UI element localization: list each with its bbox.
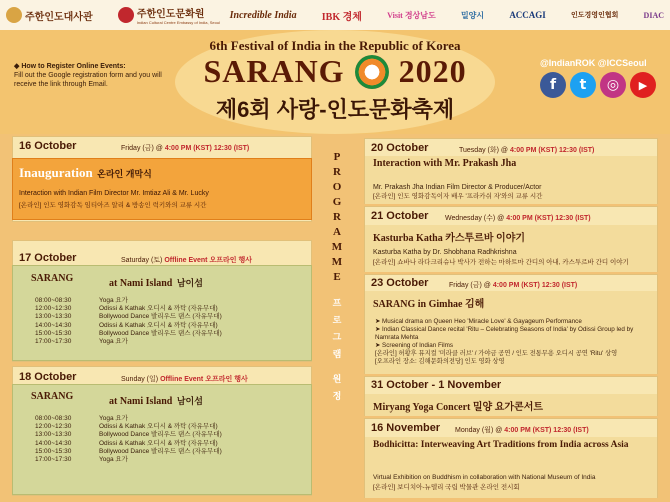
incredible-india-logo: Incredible India <box>229 9 297 21</box>
schedule-row: 15:00~15:30 Bollywood Dance 발리우드 댄스 (자유무대) <box>35 447 222 455</box>
schedule-row: 13:00~13:30 Bollywood Dance 발리우드 댄스 (자유무대) <box>35 431 222 439</box>
event-time: Wednesday (수) @ 4:00 PM (KST) 12:30 (IST) <box>445 215 591 222</box>
event-desc: Kasturba Katha by Dr. Shobhana Radhkrishna <box>373 249 517 256</box>
event-date: 20 October <box>371 142 429 154</box>
event-oct21 <box>364 206 658 272</box>
sponsor-logo-diac: DIAC <box>643 10 664 20</box>
social-icons <box>540 72 665 98</box>
event-oct23 <box>364 274 658 374</box>
event-oct16-box <box>12 158 312 220</box>
korean-title: 제6회 사랑-인도문화축제 <box>215 97 455 122</box>
logo-bar <box>0 0 670 30</box>
event-title: SARANG in Gimhae 김해 <box>373 299 485 310</box>
festival-subtitle: 6th Festival of India in the Republic of Korea <box>209 38 461 53</box>
registration-body: Fill out the Google registration form and you will receive the link through Email. <box>14 72 162 88</box>
list-item: ➤ Musical drama on Queen Heo 'Miracle Love' & Gayageum Performance <box>375 318 582 325</box>
event-desc-kr: [오프라인 장소: 김해문화의전당] 인도 영화 상영 <box>375 358 505 365</box>
event-body <box>365 437 657 498</box>
sponsor-logo-association: 인도경영인협회 <box>571 11 619 19</box>
sponsor-logo-gyeongnam: Visit 경상남도 <box>387 10 436 20</box>
schedule-row: 17:00~17:30 Yoga 요가 <box>35 456 128 464</box>
event-date: 17 October <box>19 252 77 264</box>
icc-logo: 주한인도문화원 Indian Cultural Centre Embassy of India, Seoul <box>118 5 205 25</box>
event-desc-kr: [온라인] 인도 영화감독 임티아즈 알리 & 방송인 럭키와의 교류 시간 <box>19 202 207 209</box>
instagram-icon[interactable]: ◎ <box>600 72 626 98</box>
event-desc-kr: [온라인] 인도 영화감독이자 배우 '프라카쉬 자'와의 교류 시간 <box>373 193 543 200</box>
sarang-emblem-icon <box>355 55 389 89</box>
event-time: Monday (월) @ 4:00 PM (KST) 12:30 (IST) <box>455 427 589 434</box>
schedule-row: 17:00~17:30 Yoga 요가 <box>35 338 128 346</box>
event-date: 23 October <box>371 277 429 289</box>
schedule-row: 12:00~12:30 Odissi & Kathak 오디시 & 까탁 (자유무대) <box>35 305 218 313</box>
event-title: SARANG <box>31 273 74 284</box>
sponsor-logo-accagi: ACCAGI <box>509 10 546 20</box>
schedule-row: 08:00~08:30 Yoga 요가 <box>35 297 128 304</box>
list-item: ➤ Screening of Indian Films <box>375 342 454 349</box>
programme-column: P R O G R A M M E 프 로 그 램 원 정 <box>331 151 343 401</box>
event-desc: Virtual Exhibition on Buddhism in collaboration with National Museum of India <box>373 474 596 481</box>
event-title: Inauguration 온라인 개막식 <box>19 165 152 180</box>
youtube-icon[interactable]: ▶ <box>630 72 656 98</box>
event-time: Tuesday (화) @ 4:00 PM (KST) 12:30 (IST) <box>459 147 595 154</box>
event-desc-kr: [온라인] 쇼바나 라다크리슈나 박사가 전하는 마하트마 간디의 아내, 카스투르바 간디 이야기 <box>373 259 629 266</box>
event-date: 16 November <box>371 422 441 434</box>
schedule-row: 14:00~14:30 Odissi & Kathak 오디시 & 까탁 (자유무대) <box>35 439 218 447</box>
event-date: 18 October <box>19 371 77 383</box>
event-title: Miryang Yoga Concert 밀양 요가콘서트 <box>373 402 544 413</box>
event-items <box>375 318 653 366</box>
event-oct18-box <box>12 384 312 495</box>
handle-indianrok[interactable]: @IndianROK <box>540 58 596 68</box>
event-body <box>365 156 657 204</box>
social-handles <box>540 58 665 68</box>
event-location: at Nami Island 남이섬 <box>109 396 203 407</box>
event-oct31 <box>364 376 658 416</box>
event-title: Kasturba Katha 카스투르바 이야기 <box>373 233 526 244</box>
event-date: 21 October <box>371 210 429 222</box>
registration-note <box>14 62 184 89</box>
event-desc-kr: [온라인] 허황후 뮤지컬 '미라클 러브' / 가야금 공연 / 인도 전통무용 오디시 공연 'Ritu' 상영 <box>375 350 618 357</box>
sarang-word: SARANG <box>203 53 345 89</box>
schedule-row: 14:00~14:30 Odissi & Kathak 오디시 & 까탁 (자유무대) <box>35 321 218 329</box>
event-oct20 <box>364 138 658 204</box>
event-location: at Nami Island 남이섬 <box>109 278 203 289</box>
sponsor-logo-miryang: 밀양시 <box>460 10 485 20</box>
event-title: SARANG <box>31 391 74 402</box>
icc-icon <box>118 7 134 23</box>
handle-iccseoul[interactable]: @ICCSeoul <box>597 58 647 68</box>
schedule-list <box>35 297 222 346</box>
facebook-icon[interactable]: f <box>540 72 566 98</box>
event-time: Friday (금) @ 4:00 PM (KST) 12:30 (IST) <box>449 282 578 289</box>
year: 2020 <box>398 53 467 89</box>
event-time: Sunday (일) Offline Event 오프라인 행사 <box>121 376 248 383</box>
schedule-row: 15:00~15:30 Bollywood Dance 발리우드 댄스 (자유무대) <box>35 329 222 337</box>
sarang-title <box>200 53 470 90</box>
emblem-icon <box>6 7 22 23</box>
event-oct17-box <box>12 265 312 361</box>
schedule-row: 08:00~08:30 Yoga 요가 <box>35 415 128 422</box>
event-title: Interaction with Mr. Prakash Jha <box>373 158 517 169</box>
event-body <box>365 394 657 416</box>
event-desc: Interaction with Indian Film Director Mr. Imtiaz Ali & Mr. Lucky <box>19 190 209 197</box>
social-block <box>540 58 665 98</box>
event-body <box>365 225 657 272</box>
schedule-row: 13:00~13:30 Bollywood Dance 발리우드 댄스 (자유무대) <box>35 313 222 321</box>
event-date: 31 October - 1 November <box>371 379 502 391</box>
embassy-logo: 주한인도대사관 <box>6 7 93 23</box>
event-desc-kr: [온라인] 보디치아-뉴델리 국립 박물관 온라인 전시회 <box>373 484 520 491</box>
sponsor-logo-ibk: IBK 경체 <box>321 11 362 23</box>
event-date: 16 October <box>19 140 77 152</box>
event-nov16 <box>364 418 658 498</box>
twitter-icon[interactable]: t <box>570 72 596 98</box>
event-time: Saturday (토) Offline Event 오프라인 행사 <box>121 257 252 264</box>
event-desc: Mr. Prakash Jha Indian Film Director & Producer/Actor <box>373 184 542 191</box>
registration-title: ◆ How to Register Online Events: <box>14 63 126 70</box>
schedule-row: 12:00~12:30 Odissi & Kathak 오디시 & 까탁 (자유무대) <box>35 423 218 431</box>
schedule-list <box>35 415 222 464</box>
list-item: ➤ Indian Classical Dance recital 'Ritu – Celebrating Seasons of India' by Odissi Group led by Namrata Mehta <box>375 326 634 341</box>
event-body <box>365 291 657 374</box>
event-title: Bodhicitta: Interweaving Art Traditions from India across Asia <box>373 440 629 450</box>
event-time: Friday (금) @ 4:00 PM (KST) 12:30 (IST) <box>121 145 250 152</box>
